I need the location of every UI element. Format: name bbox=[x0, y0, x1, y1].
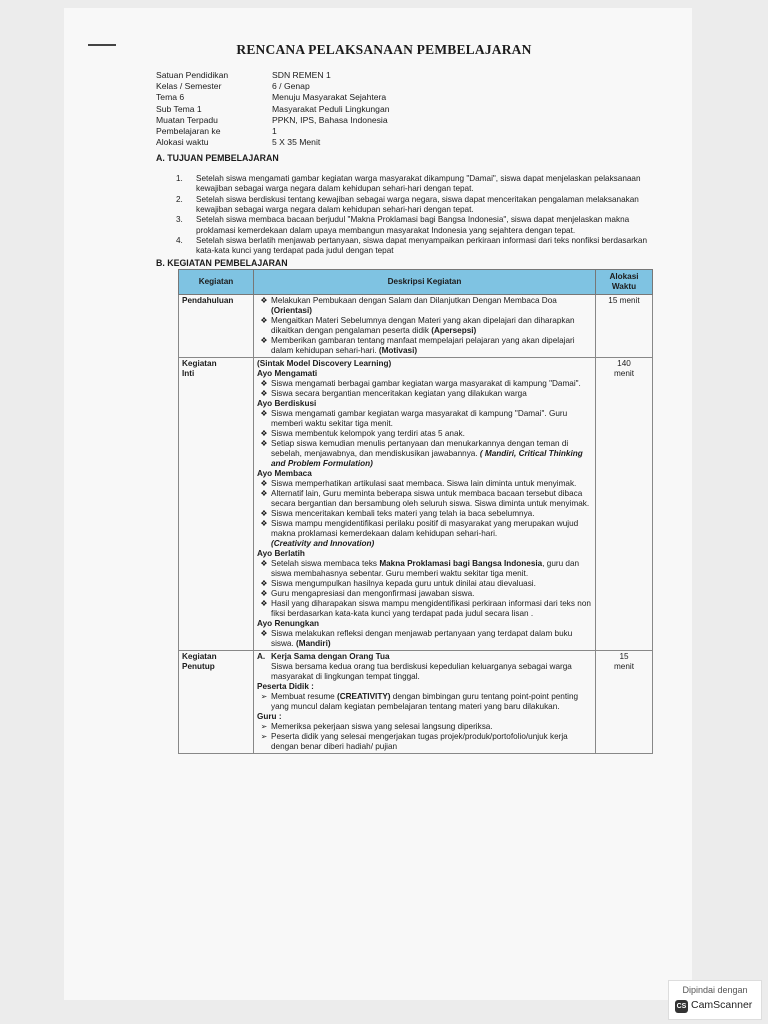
item-text: Siswa menceritakan kembali teks materi yang telah ia baca sebelumnya. bbox=[271, 509, 535, 518]
item-text: Hasil yang diharapakan siswa mampu mengidentifikasi perkiraan informasi dari teks non fiksi berdasarkan kata-kata kunci yang terdapat pada judul secara lisan . bbox=[271, 599, 591, 618]
list-item bbox=[257, 489, 592, 509]
diamond-bullet-icon: ❖ bbox=[260, 439, 268, 448]
identity-value: 1 bbox=[272, 126, 277, 137]
subheading-berlatih: Ayo Berlatih bbox=[257, 549, 305, 558]
list-item bbox=[257, 732, 592, 752]
goal-number: 1. bbox=[176, 174, 183, 184]
table-row-pendahuluan bbox=[179, 295, 653, 358]
item-text: Memeriksa pekerjaan siswa yang selesai langsung diperiksa. bbox=[271, 722, 493, 731]
table-header-row bbox=[179, 270, 653, 295]
diamond-bullet-icon: ❖ bbox=[260, 629, 268, 638]
identity-value: Menuju Masyarakat Sejahtera bbox=[272, 92, 387, 103]
item-text: Setiap siswa kemudian menulis pertanyaan dan menukarkannya dengan teman di sebelah, menjawabnya, dan mendiskusikan jawabannya. bbox=[271, 439, 569, 458]
goal-item bbox=[176, 195, 654, 216]
diamond-bullet-icon: ❖ bbox=[260, 489, 268, 498]
goal-item bbox=[176, 174, 654, 195]
list-item bbox=[257, 722, 592, 732]
list-item bbox=[257, 336, 592, 356]
duration-value: 15 bbox=[619, 652, 629, 661]
goal-item bbox=[176, 236, 654, 257]
item-text: Membuat resume bbox=[271, 692, 337, 701]
section-heading-kegiatan: B. KEGIATAN PEMBELAJARAN bbox=[156, 258, 288, 268]
camscanner-watermark bbox=[668, 980, 762, 1020]
item-tag: (Creativity and Innovation) bbox=[271, 539, 375, 548]
identity-label: Sub Tema 1 bbox=[156, 103, 202, 114]
item-text: Siswa membentuk kelompok yang terdiri atas 5 anak. bbox=[271, 429, 465, 438]
item-text: Guru mengapresiasi dan mengonfirmasi jawaban siswa. bbox=[271, 589, 475, 598]
subheading-renungkan: Ayo Renungkan bbox=[257, 619, 320, 628]
item-text: Mengaitkan Materi Sebelumnya dengan Materi yang akan dipelajari dan diharapkan dikaitkan dengan pengalaman peserta didik bbox=[271, 316, 575, 335]
item-tag: (Mandiri) bbox=[296, 639, 331, 648]
identity-row bbox=[156, 70, 390, 81]
item-text: Siswa melakukan refleksi dengan menjawab pertanyaan yang terdapat dalam buku siswa. bbox=[271, 629, 573, 648]
list-item bbox=[257, 629, 592, 649]
item-text: Setelah siswa membaca teks bbox=[271, 559, 380, 568]
list-item bbox=[257, 519, 592, 549]
identity-value: SDN REMEN 1 bbox=[272, 70, 331, 80]
identity-row bbox=[156, 104, 390, 115]
document-title: RENCANA PELAKSANAAN PEMBELAJARAN bbox=[236, 42, 532, 57]
goal-text: Setelah siswa berdiskusi tentang kewajiban sebagai warga negara, siswa dapat menceritakan pengalaman melaksanakan kewajiban sebagai warga negara dalam kehidupan sehari-hari dengan tepat. bbox=[196, 194, 639, 215]
diamond-bullet-icon: ❖ bbox=[260, 336, 268, 345]
subheading-peserta-didik: Peserta Didik : bbox=[257, 682, 314, 691]
list-item bbox=[257, 429, 592, 439]
diamond-bullet-icon: ❖ bbox=[260, 409, 268, 418]
list-item bbox=[257, 599, 592, 619]
diamond-bullet-icon: ❖ bbox=[260, 559, 268, 568]
item-text: , guru dan siswa membahasnya sebentar. Guru memberi waktu sekitar tiga menit. bbox=[271, 559, 580, 578]
item-text: Memberikan gambaran tentang manfaat mempelajari pelajaran yang akan dipelajari dalam kehidupan sehari-hari. bbox=[271, 336, 575, 355]
list-item bbox=[257, 559, 592, 579]
duration-value: 140 bbox=[617, 359, 631, 368]
identity-value: 6 / Genap bbox=[272, 81, 310, 92]
goal-text: Setelah siswa berlatih menjawab pertanyaan, siswa dapat menyampaikan perkiraan informasi dari teks nonfiksi berdasarkan kata-kata kunci yang terdapat pada judul dengan tepat bbox=[196, 235, 648, 256]
identity-value: PPKN, IPS, Bahasa Indonesia bbox=[272, 114, 388, 125]
identity-block bbox=[156, 70, 390, 148]
item-text: Peserta didik yang selesai mengerjakan tugas projek/produk/portofolio/unjuk kerja dengan benar diberi hadiah/ pujian bbox=[271, 732, 568, 751]
subheading-berdiskusi: Ayo Berdiskusi bbox=[257, 399, 317, 408]
item-tag: (Apersepsi) bbox=[431, 326, 477, 335]
identity-row bbox=[156, 92, 390, 103]
list-item bbox=[257, 579, 592, 589]
item-text: Siswa mengamati gambar kegiatan warga masyarakat di kampung "Damai". Guru memberi waktu sekitar tiga menit. bbox=[271, 409, 568, 428]
item-text: Siswa mengumpulkan hasilnya kepada guru untuk dinilai atau dievaluasi. bbox=[271, 579, 536, 588]
diamond-bullet-icon: ❖ bbox=[260, 316, 268, 325]
identity-label: Alokasi waktu bbox=[156, 137, 209, 148]
list-item bbox=[257, 409, 592, 429]
list-item bbox=[257, 379, 592, 389]
table-row-penutup bbox=[179, 651, 653, 754]
arrow-bullet-icon: ➢ bbox=[260, 692, 268, 701]
arrow-bullet-icon: ➢ bbox=[260, 722, 268, 731]
phase-cell bbox=[179, 358, 254, 651]
diamond-bullet-icon: ❖ bbox=[260, 379, 268, 388]
item-text: Melakukan Pembukaan dengan Salam dan Dilanjutkan Dengan Membaca Doa bbox=[271, 296, 557, 305]
diamond-bullet-icon: ❖ bbox=[260, 509, 268, 518]
item-bold-title: Makna Proklamasi bagi Bangsa Indonesia bbox=[379, 559, 543, 568]
item-text: Siswa bersama kedua orang tua berdiskusi kepedulian keluarganya sebagai warga masyarakat di lingkungan tempat tinggal. bbox=[271, 662, 572, 681]
watermark-brand: CamScanner bbox=[691, 999, 753, 1011]
identity-row bbox=[156, 137, 390, 148]
subheading-guru: Guru : bbox=[257, 712, 282, 721]
duration-unit: menit bbox=[613, 662, 635, 671]
description-cell bbox=[254, 651, 596, 754]
identity-value: 5 X 35 Menit bbox=[272, 137, 321, 148]
table-row-inti bbox=[179, 358, 653, 651]
header-kegiatan: Kegiatan bbox=[179, 270, 254, 295]
list-item bbox=[257, 316, 592, 336]
list-letter: A. bbox=[257, 652, 266, 661]
phase-label: Inti bbox=[182, 369, 195, 378]
description-cell bbox=[254, 295, 596, 358]
goal-text: Setelah siswa mengamati gambar kegiatan warga masyarakat dikampung "Damai", siswa dapat menjelaskan pelaksanaan kewajiban sebagai warga negara dalam kehidupan sehari-hari dengan tepat. bbox=[196, 174, 641, 194]
identity-label: Satuan Pendidikan bbox=[156, 70, 229, 80]
diamond-bullet-icon: ❖ bbox=[260, 599, 268, 608]
duration-unit: menit bbox=[613, 369, 635, 378]
header-alokasi: Alokasi Waktu bbox=[596, 270, 653, 295]
item-text: Siswa mengamati berbagai gambar kegiatan warga masyarakat di kampung "Damai". bbox=[271, 379, 581, 388]
goal-number: 2. bbox=[176, 194, 183, 204]
watermark-caption: Dipindai dengan bbox=[682, 985, 748, 995]
duration-cell bbox=[596, 358, 653, 651]
goal-number: 4. bbox=[176, 235, 183, 245]
diamond-bullet-icon: ❖ bbox=[260, 519, 268, 528]
phase-label: Kegiatan bbox=[182, 652, 217, 661]
identity-label: Tema 6 bbox=[156, 92, 185, 103]
subheading-kerja-sama bbox=[257, 652, 592, 662]
identity-row bbox=[156, 126, 390, 137]
item-text: dengan bimbingan guru tentang point-point penting yang muncul dalam kegiatan pembelajaran tentang materi yang baru dilakukan. bbox=[271, 692, 579, 711]
item-tag: (Orientasi) bbox=[271, 306, 312, 315]
identity-row bbox=[156, 81, 390, 92]
item-text: Siswa memperhatikan artikulasi saat membaca. Siswa lain diminta untuk menyimak. bbox=[271, 479, 577, 488]
subheading-membaca: Ayo Membaca bbox=[257, 469, 312, 478]
diamond-bullet-icon: ❖ bbox=[260, 296, 268, 305]
item-text: Alternatif lain, Guru meminta beberapa siswa untuk membaca bacaan tersebut dibaca secara bergantian dan bersambung oleh seluruh siswa. Siswa diminta untuk menyimak. bbox=[271, 489, 590, 508]
goals-list bbox=[176, 174, 654, 256]
phase-cell bbox=[179, 651, 254, 754]
item-tag: ( Mandiri, Critical Thinking and Problem Formulation) bbox=[271, 449, 583, 468]
goal-number: 3. bbox=[176, 215, 183, 225]
diamond-bullet-icon: ❖ bbox=[260, 579, 268, 588]
activity-table bbox=[178, 269, 653, 754]
list-item bbox=[257, 589, 592, 599]
diamond-bullet-icon: ❖ bbox=[260, 479, 268, 488]
list-item bbox=[257, 439, 592, 469]
subheading-mengamati: Ayo Mengamati bbox=[257, 369, 318, 378]
diamond-bullet-icon: ❖ bbox=[260, 589, 268, 598]
header-deskripsi: Deskripsi Kegiatan bbox=[254, 270, 596, 295]
camscanner-logo-icon: CS bbox=[675, 1000, 688, 1013]
identity-label: Pembelajaran ke bbox=[156, 126, 221, 137]
phase-label: Penutup bbox=[182, 662, 215, 671]
phase-cell: Pendahuluan bbox=[179, 295, 254, 358]
list-item bbox=[257, 479, 592, 489]
list-item bbox=[257, 389, 592, 399]
identity-label: Kelas / Semester bbox=[156, 81, 222, 92]
phase-label: Kegiatan bbox=[182, 359, 217, 368]
identity-label: Muatan Terpadu bbox=[156, 114, 218, 125]
list-item bbox=[257, 692, 592, 712]
duration-cell bbox=[596, 651, 653, 754]
goal-text: Setelah siswa membaca bacaan berjudul "Makna Proklamasi bagi Bangsa Indonesia", siswa dapat menjelaskan makna proklamasi kemerdekaan dalam upaya membangun masyarakat Indonesia yang sejahtera dengan tepat. bbox=[196, 215, 630, 235]
identity-value: Masyarakat Peduli Lingkungan bbox=[272, 103, 390, 114]
description-cell bbox=[254, 358, 596, 651]
diamond-bullet-icon: ❖ bbox=[260, 429, 268, 438]
model-heading: (Sintak Model Discovery Learning) bbox=[257, 359, 392, 368]
diamond-bullet-icon: ❖ bbox=[260, 389, 268, 398]
identity-row bbox=[156, 115, 390, 126]
list-item bbox=[257, 509, 592, 519]
item-tag: (CREATIVITY) bbox=[336, 692, 391, 701]
arrow-bullet-icon: ➢ bbox=[260, 732, 268, 741]
subheading-text: Kerja Sama dengan Orang Tua bbox=[271, 652, 390, 661]
item-text: Siswa mampu mengidentifikasi perilaku positif di masyarakat yang merupakan wujud makna proklamasi kemerdekaan dalam kehidupan sehari-hari. bbox=[271, 519, 579, 538]
item-tag: (Motivasi) bbox=[378, 346, 418, 355]
item-text: Siswa secara bergantian menceritakan kegiatan yang dilakukan warga bbox=[271, 389, 527, 398]
goal-item bbox=[176, 215, 654, 236]
list-item bbox=[257, 296, 592, 316]
duration-cell: 15 menit bbox=[596, 295, 653, 358]
section-heading-tujuan: A. TUJUAN PEMBELAJARAN bbox=[156, 153, 279, 163]
